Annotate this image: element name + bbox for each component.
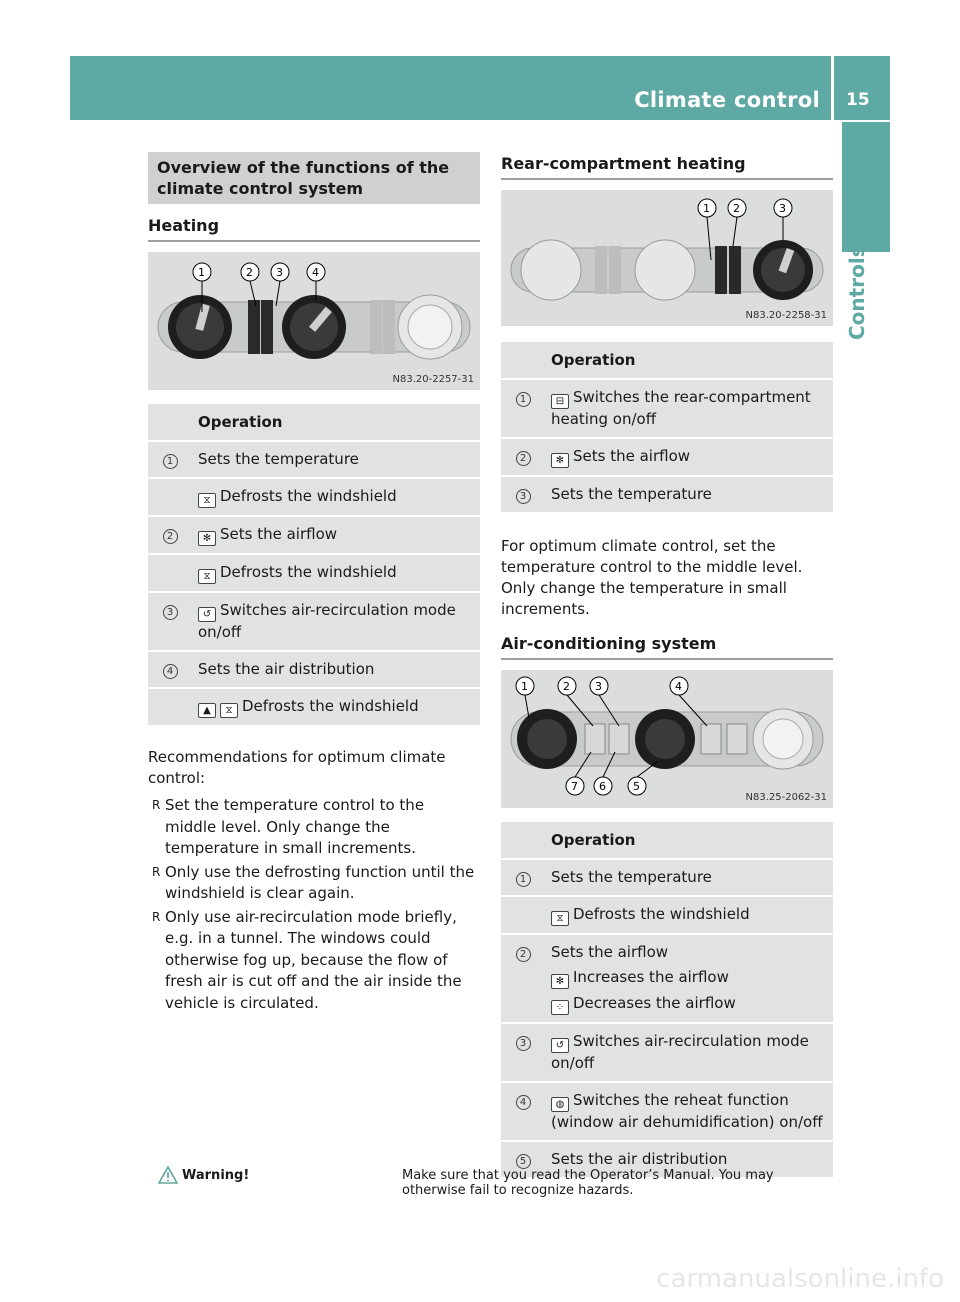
operation-cell: [543, 860, 833, 895]
operation-cell: [190, 689, 480, 725]
callout-2: 2: [246, 266, 253, 279]
row-number: 1: [516, 872, 531, 887]
operation-cell: [190, 555, 480, 591]
row-number-cell: [148, 442, 190, 477]
callout-2: 2: [733, 202, 740, 215]
image-ref: N83.25-2062-31: [745, 792, 827, 803]
callout-1: 1: [198, 266, 205, 279]
recommendations-intro: Recommendations for optimum climate control:: [148, 748, 446, 787]
operation-text: Switches air-recirculation mode on/off: [551, 1032, 809, 1072]
operation-text: Sets the airflow: [220, 525, 338, 543]
operation-cell: [190, 652, 480, 687]
table-row: [501, 477, 833, 512]
table-row: [501, 935, 833, 1022]
side-tab-label: Controls: [845, 245, 869, 340]
operation-cell: [190, 479, 480, 515]
ac-heading: Air-conditioning system: [501, 634, 833, 660]
control-symbol-icon: ↺: [198, 607, 216, 622]
operation-text: Sets the airflow: [573, 447, 691, 465]
row-number-cell: [501, 1083, 543, 1140]
control-symbol-icon: ⁘: [551, 1000, 569, 1015]
row-number-cell: [501, 439, 543, 475]
operation-line: [551, 387, 827, 430]
operation-text: Sets the temperature: [551, 868, 712, 886]
control-symbol-icon: ✻: [551, 453, 569, 468]
warning-icon: [158, 1166, 178, 1184]
operation-line: [198, 659, 474, 680]
row-number-cell: [148, 593, 190, 650]
heating-heading: Heating: [148, 216, 480, 242]
row-number: 4: [516, 1095, 531, 1110]
table-header-spacer: [501, 342, 543, 378]
callout-3: 3: [276, 266, 283, 279]
control-symbol-icon: ▲: [198, 703, 216, 718]
operation-line: [551, 993, 827, 1015]
table-row: [501, 1024, 833, 1081]
row-number-cell: [501, 935, 543, 1022]
row-number: 1: [163, 454, 178, 469]
header-divider: [831, 56, 834, 120]
row-number: 4: [163, 664, 178, 679]
table-row: [501, 1083, 833, 1140]
operation-line: [551, 1031, 827, 1074]
right-column: [501, 152, 833, 1179]
operation-text: Defrosts the windshield: [220, 487, 397, 505]
watermark: carmanualsonline.info: [656, 1264, 944, 1294]
image-ref: N83.20-2258-31: [745, 310, 827, 321]
operation-text: Sets the airflow: [551, 943, 669, 961]
table-row: [501, 897, 833, 933]
overview-heading: Overview of the functions of the climate control system: [148, 152, 480, 204]
table-header-spacer: [501, 822, 543, 858]
callout-2: 2: [563, 680, 570, 693]
operation-cell: [190, 442, 480, 477]
control-symbol-icon: ⧖: [198, 493, 216, 508]
table-row: [148, 652, 480, 687]
table-header-spacer: [148, 404, 190, 440]
operation-line: [551, 446, 827, 468]
row-number-cell: [501, 897, 543, 933]
operation-line: [551, 1090, 827, 1133]
callout-5: 5: [633, 780, 640, 793]
row-number: 2: [516, 451, 531, 466]
operation-text: Switches the reheat function (window air dehumidification) on/off: [551, 1091, 823, 1131]
operation-line: [551, 867, 827, 888]
recommendations-list: [148, 795, 480, 1014]
row-number: 3: [163, 605, 178, 620]
heating-panel-image: [148, 252, 480, 390]
operation-line: [198, 449, 474, 470]
row-number-cell: [148, 517, 190, 553]
callout-1: 1: [521, 680, 528, 693]
operation-text: Switches air-recirculation mode on/off: [198, 601, 456, 641]
table-header: Operation: [543, 342, 833, 378]
operation-text: Sets the air distribution: [198, 660, 375, 678]
operation-line: [198, 486, 474, 508]
chapter-title: Climate control: [634, 88, 820, 112]
operation-cell: [543, 477, 833, 512]
operation-line: [198, 696, 474, 718]
operation-cell: [543, 1083, 833, 1140]
table-row: [501, 860, 833, 895]
operation-cell: [543, 897, 833, 933]
left-column: [148, 152, 480, 1016]
control-symbol-icon: ⧖: [551, 911, 569, 926]
table-row: [148, 517, 480, 553]
control-symbol-icon: ✻: [551, 974, 569, 989]
rear-operation-table: [501, 340, 833, 514]
callout-6: 6: [599, 780, 606, 793]
table-row: [501, 439, 833, 475]
control-symbol-icon: ✻: [198, 531, 216, 546]
row-number: 3: [516, 1036, 531, 1051]
operation-line: [551, 484, 827, 505]
callout-4: 4: [675, 680, 682, 693]
operation-text: Defrosts the windshield: [242, 697, 419, 715]
table-row: [148, 555, 480, 591]
row-number: 1: [516, 392, 531, 407]
operation-text: Sets the temperature: [198, 450, 359, 468]
operation-cell: [543, 1024, 833, 1081]
table-row: [148, 479, 480, 515]
list-item: R Set the temperature control to the middle level. Only change the temperature in small increments.: [148, 795, 480, 860]
rear-panel-image: [501, 190, 833, 326]
row-number-cell: [501, 477, 543, 512]
operation-line: [551, 942, 827, 963]
row-number-cell: [501, 1024, 543, 1081]
operation-text: Decreases the airflow: [573, 994, 736, 1012]
rear-panel-illustration: [501, 190, 833, 326]
operation-cell: [190, 517, 480, 553]
row-number-cell: [148, 689, 190, 725]
operation-text: Increases the airflow: [573, 968, 729, 986]
operation-cell: [543, 935, 833, 1022]
table-header: Operation: [190, 404, 480, 440]
operation-text: Sets the air distribution: [551, 1150, 728, 1168]
operation-line: [551, 904, 827, 926]
control-symbol-icon: ⧖: [198, 569, 216, 584]
operation-line: [551, 1149, 827, 1170]
row-number-cell: [148, 652, 190, 687]
operation-text: Switches the rear-compartment heating on/off: [551, 388, 811, 428]
table-row: [501, 380, 833, 437]
callout-4: 4: [312, 266, 319, 279]
operation-line: [198, 562, 474, 584]
row-number: 2: [163, 529, 178, 544]
callout-7: 7: [571, 780, 578, 793]
row-number: 2: [516, 947, 531, 962]
ac-panel-illustration: [501, 670, 833, 808]
heating-panel-illustration: [148, 252, 480, 390]
operation-line: [198, 524, 474, 546]
callout-1: 1: [703, 202, 710, 215]
warning-text: Make sure that you read the Operator’s Manual. You may otherwise fail to recognize hazards.: [402, 1168, 774, 1198]
callout-3: 3: [779, 202, 786, 215]
optimum-text: For optimum climate control, set the temperature control to the middle level. Only change the temperature in small increments.: [501, 537, 803, 618]
row-number-cell: [501, 860, 543, 895]
operation-cell: [190, 593, 480, 650]
row-number: 5: [516, 1154, 531, 1169]
ac-operation-table: [501, 820, 833, 1179]
table-row: [148, 593, 480, 650]
table-row: [148, 442, 480, 477]
callout-3: 3: [595, 680, 602, 693]
page-number: 15: [846, 90, 870, 110]
heating-operation-table: [148, 402, 480, 727]
operation-cell: [543, 439, 833, 475]
row-number: 3: [516, 489, 531, 504]
list-item: R Only use air-recirculation mode briefly, e.g. in a tunnel. The windows could otherwise fog up, because the flow of fresh air is cut off and the air inside the vehicle is circulated.: [148, 907, 480, 1015]
operation-cell: [543, 380, 833, 437]
row-number-cell: [148, 555, 190, 591]
control-symbol-icon: ◍: [551, 1097, 569, 1112]
list-item: R Only use the defrosting function until the windshield is clear again.: [148, 862, 480, 905]
rear-heading: Rear-compartment heating: [501, 154, 833, 180]
operation-line: [198, 600, 474, 643]
operation-text: Defrosts the windshield: [573, 905, 750, 923]
table-row: [148, 689, 480, 725]
control-symbol-icon: ↺: [551, 1038, 569, 1053]
operation-text: Sets the temperature: [551, 485, 712, 503]
ac-panel-image: [501, 670, 833, 808]
image-ref: N83.20-2257-31: [392, 374, 474, 385]
control-symbol-icon: ⊟: [551, 394, 569, 409]
operation-text: Defrosts the windshield: [220, 563, 397, 581]
operation-line: [551, 967, 827, 989]
warning-label: Warning!: [182, 1168, 250, 1183]
control-symbol-icon: ⧖: [220, 703, 238, 718]
side-tab: [842, 122, 890, 252]
table-header: Operation: [543, 822, 833, 858]
row-number-cell: [501, 380, 543, 437]
row-number-cell: [148, 479, 190, 515]
